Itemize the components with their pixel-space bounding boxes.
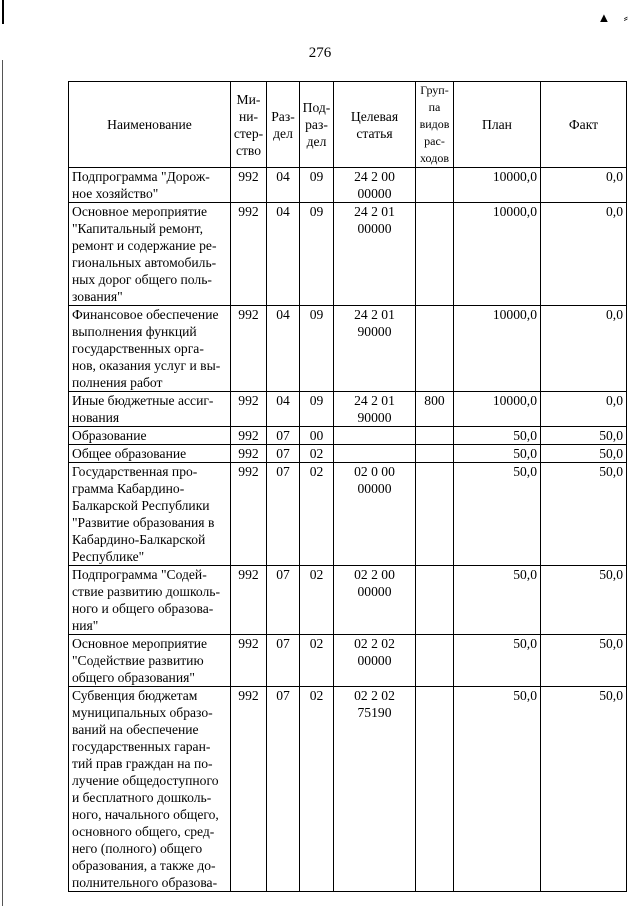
table-row: [69, 427, 627, 445]
table-row: [69, 168, 627, 203]
cell-subsection: 02: [300, 463, 334, 566]
cell-expense-group: [416, 306, 454, 392]
cell-expense-group: [416, 566, 454, 635]
table-row: [69, 306, 627, 392]
cell-subsection: 02: [300, 687, 334, 892]
cell-plan: 50,0: [454, 427, 541, 445]
corner-marks: [588, 10, 628, 26]
cell-section: 07: [267, 427, 300, 445]
triangle-mark: ▲: [597, 10, 611, 25]
cell-subsection: 09: [300, 168, 334, 203]
col-header-section: Раз- дел: [267, 82, 300, 168]
cell-ministry: 992: [231, 445, 267, 463]
cell-plan: 10000,0: [454, 203, 541, 306]
cell-section: 07: [267, 687, 300, 892]
cell-ministry: 992: [231, 203, 267, 306]
cell-expense-group: [416, 445, 454, 463]
cell-target: 02 2 00 00000: [334, 566, 416, 635]
header-row: [69, 82, 627, 168]
cell-target: 24 2 01 90000: [334, 306, 416, 392]
cell-name: Государственная про- грамма Кабардино- Балкарской Республики "Развитие образования в Кабардино-Балкарской Республике": [69, 463, 231, 566]
cell-plan: 50,0: [454, 463, 541, 566]
cell-plan: 50,0: [454, 687, 541, 892]
table-row: [69, 635, 627, 687]
left-margin-mark: [2, 0, 4, 24]
col-header-ministry: Ми- ни- стер- ство: [231, 82, 267, 168]
cell-ministry: 992: [231, 463, 267, 566]
cell-plan: 50,0: [454, 566, 541, 635]
cell-name: Иные бюджетные ассиг- нования: [69, 392, 231, 427]
cell-target: 02 0 00 00000: [334, 463, 416, 566]
cell-target: [334, 427, 416, 445]
cell-name: Субвенция бюджетам муниципальных образо- ваний на обеспечение государственных гаран- тий прав граждан на по- лучение общедоступного и бесплатного дошколь- ного, начального общего, основного общего, сред- него (полного) общего образования, а также до- полнительного образова-: [69, 687, 231, 892]
cell-fact: 50,0: [541, 566, 627, 635]
cell-name: Финансовое обеспечение выполнения функций государственных орга- нов, оказания услуг и вы- полнения работ: [69, 306, 231, 392]
cell-plan: 10000,0: [454, 306, 541, 392]
cell-name: Подпрограмма "Дорож- ное хозяйство": [69, 168, 231, 203]
col-header-subsection: Под- раз- дел: [300, 82, 334, 168]
cell-ministry: 992: [231, 168, 267, 203]
budget-table: [68, 81, 627, 892]
cell-fact: 50,0: [541, 687, 627, 892]
cell-expense-group: 800: [416, 392, 454, 427]
cell-target: 02 2 02 75190: [334, 687, 416, 892]
cell-section: 04: [267, 306, 300, 392]
cell-plan: 10000,0: [454, 392, 541, 427]
cell-plan: 10000,0: [454, 168, 541, 203]
cell-name: Образование: [69, 427, 231, 445]
cell-fact: 50,0: [541, 427, 627, 445]
cell-name: Основное мероприятие "Содействие развитию общего образования": [69, 635, 231, 687]
table-row: [69, 203, 627, 306]
cell-fact: 50,0: [541, 445, 627, 463]
cell-target: 24 2 00 00000: [334, 168, 416, 203]
cell-section: 04: [267, 203, 300, 306]
table-row: [69, 445, 627, 463]
cell-ministry: 992: [231, 392, 267, 427]
cell-fact: 0,0: [541, 306, 627, 392]
cell-ministry: 992: [231, 566, 267, 635]
cell-subsection: 02: [300, 445, 334, 463]
cell-plan: 50,0: [454, 635, 541, 687]
cell-subsection: 09: [300, 203, 334, 306]
cell-expense-group: [416, 203, 454, 306]
col-header-fact: Факт: [541, 82, 627, 168]
cell-name: Основное мероприятие "Капитальный ремонт, ремонт и содержание ре- гиональных автомобиль- ных дорог общего поль- зования": [69, 203, 231, 306]
cell-subsection: 09: [300, 306, 334, 392]
cell-section: 04: [267, 392, 300, 427]
cell-ministry: 992: [231, 306, 267, 392]
col-header-plan: План: [454, 82, 541, 168]
left-margin-line: [2, 60, 3, 906]
cell-expense-group: [416, 463, 454, 566]
col-header-target: Целевая статья: [334, 82, 416, 168]
cell-name: Подпрограмма "Содей- ствие развитию дошколь- ного и общего образова- ния": [69, 566, 231, 635]
cell-ministry: 992: [231, 635, 267, 687]
cell-plan: 50,0: [454, 445, 541, 463]
col-header-expense-group: Груп- па видов рас- ходов: [416, 82, 454, 168]
cell-subsection: 09: [300, 392, 334, 427]
cell-target: [334, 445, 416, 463]
cell-expense-group: [416, 687, 454, 892]
cell-subsection: 00: [300, 427, 334, 445]
scan-mark: ⸗: [623, 10, 628, 25]
cell-section: 07: [267, 566, 300, 635]
cell-section: 04: [267, 168, 300, 203]
cell-fact: 0,0: [541, 203, 627, 306]
cell-section: 07: [267, 635, 300, 687]
cell-target: 24 2 01 00000: [334, 203, 416, 306]
table-row: [69, 463, 627, 566]
cell-expense-group: [416, 427, 454, 445]
page-number: 276: [308, 45, 332, 61]
cell-name: Общее образование: [69, 445, 231, 463]
cell-fact: 0,0: [541, 392, 627, 427]
cell-subsection: 02: [300, 566, 334, 635]
table-row: [69, 392, 627, 427]
cell-fact: 50,0: [541, 463, 627, 566]
cell-section: 07: [267, 445, 300, 463]
table-row: [69, 687, 627, 892]
col-header-name: Наименование: [69, 82, 231, 168]
cell-ministry: 992: [231, 427, 267, 445]
cell-fact: 0,0: [541, 168, 627, 203]
cell-expense-group: [416, 635, 454, 687]
cell-section: 07: [267, 463, 300, 566]
cell-fact: 50,0: [541, 635, 627, 687]
cell-ministry: 992: [231, 687, 267, 892]
cell-expense-group: [416, 168, 454, 203]
cell-target: 02 2 02 00000: [334, 635, 416, 687]
cell-subsection: 02: [300, 635, 334, 687]
table-row: [69, 566, 627, 635]
cell-target: 24 2 01 90000: [334, 392, 416, 427]
